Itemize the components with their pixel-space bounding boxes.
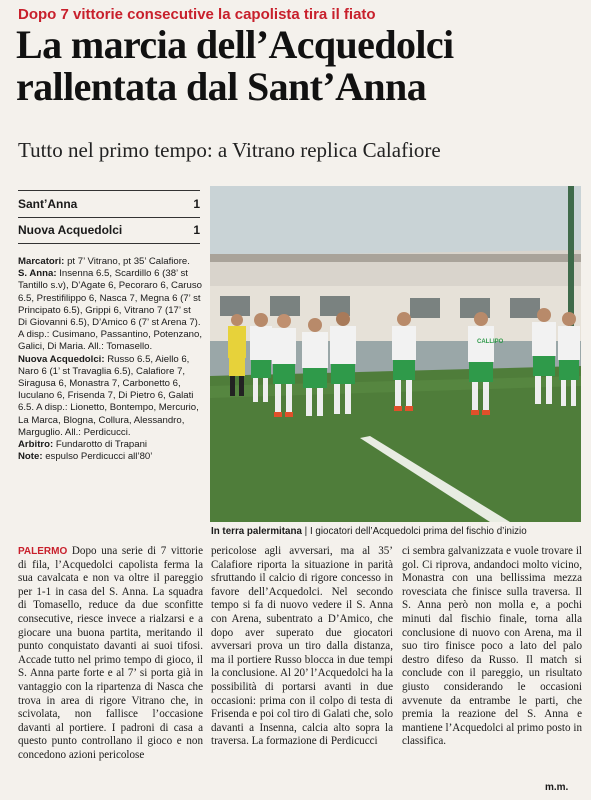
match-stats bbox=[18, 256, 202, 463]
photo-caption-label: In terra palermitana bbox=[211, 526, 302, 537]
subheadline: Tutto nel primo tempo: a Vitrano replica Calafiore bbox=[18, 138, 441, 162]
stats-scorers-text: pt 7’ Vitrano, pt 35’ Calafiore. bbox=[67, 256, 190, 267]
stats-scorers bbox=[18, 256, 202, 268]
photo-caption bbox=[211, 526, 583, 537]
team-photo-illustration bbox=[210, 186, 581, 522]
stats-notes-text: espulso Perdicucci all’80’ bbox=[45, 451, 153, 463]
article-dateline: PALERMO bbox=[18, 546, 68, 557]
author-signature: m.m. bbox=[545, 782, 569, 793]
stats-referee-label: Arbitro: bbox=[18, 439, 54, 451]
team-photo bbox=[210, 186, 581, 522]
kicker: Dopo 7 vittorie consecutive la capolista tira il fiato bbox=[18, 6, 376, 23]
article-column-1 bbox=[18, 545, 203, 780]
stats-notes bbox=[18, 451, 202, 463]
stats-home-text: Insenna 6.5, Scardillo 6 (38’ st Tantillo s.v), D’Agate 6, Pecoraro 6, Caruso 6.5, Prestifilippo 6, Nasca 7, Megna 6 (7’ st Principato 6.5), Grippi 6, Vitrano 7 (17’ st Di Giovanni 6.5), D’Amico 6 (7’ st Arena 7). A disp.: Cusimano, Passantino, Potenzano, Galici, Di Maria. All.: Tomasello. bbox=[18, 268, 202, 353]
article-column-3: ci sembra galvanizzata e vuole trovare il gol. Ci riprova, andandoci molto vicino, Monastra con una bellissima mezza rovesciata che finisce sulla traversa. Il S. Anna però non molla e, a pochi minuti dal fischio finale, torna alla conclusione di nuovo con Arena, ma il suo tiro finisce poco a lato del palo destro difeso da Russo. Il match si conclude con il pareggio, un risultato giusto considerando le occasioni avvenute da entrambe le parti, che premia la reazione del S. Anna e mantiene l’Acquedolci al primo posto in classifica. bbox=[402, 545, 582, 748]
score-row-away bbox=[18, 217, 200, 244]
stats-home-label: S. Anna: bbox=[18, 268, 57, 280]
article-column-1-text: Dopo una serie di 7 vittorie di fila, l’Acquedolci capolista ferma la sua cavalcata e non va oltre il pareggio per 1-1 in casa del S. Anna. La squadra di Tomasello, reduce da due sconfitte consecutive, riesce invece a rialzarsi e a giocare una buona partita, meritando il punto conquistato davanti ai suoi tifosi. Accade tutto nel primo tempo di gioco, il S. Anna parte forte e al 7’ si porta già in vantaggio con la ripartenza di Nasca che trova in area di rigore Vitrano che, in scivolata, non fallisce l’occasione davanti al portiere. I padroni di casa a questo punto controllano il gioco e non concedono azioni pericolose bbox=[18, 545, 203, 761]
stats-referee bbox=[18, 439, 202, 451]
stats-away-lineup bbox=[18, 354, 202, 439]
photo-caption-separator: | bbox=[304, 526, 308, 537]
stats-referee-text: Fundarotto di Trapani bbox=[55, 439, 148, 451]
headline-line-2: rallentata dal Sant’Anna bbox=[16, 64, 427, 109]
score-team-away: Nuova Acquedolci bbox=[18, 223, 123, 237]
headline bbox=[16, 24, 586, 108]
photo-caption-text: I giocatori dell’Acquedolci prima del fischio d’inizio bbox=[309, 526, 527, 537]
jersey-sponsor-text: CALLIPO bbox=[477, 339, 504, 345]
stats-away-text: Russo 6.5, Aiello 6, Naro 6 (1’ st Travaglia 6.5), Calafiore 7, Siragusa 6, Monastra 7, Carbonetto 6, Iuculano 6, Frisenda 7, Di Pietro 6, Galati 6.5. A disp.: Lionetto, Bontempo, Mercurio, La Marca, Blogna, Collura, Alessandro, Marguglio. All.: Perdicucci. bbox=[18, 353, 199, 438]
score-goals-home: 1 bbox=[193, 197, 200, 211]
stats-notes-label: Note: bbox=[18, 451, 43, 463]
article-column-2: pericolose agli avversari, ma al 35’ Calafiore riporta la situazione in parità sfruttando il calcio di rigore concesso in favore dell’Acquedolci. Nel secondo tempo si fa di nuovo vedere il S. Anna con Arena, subentrato a D’Amico, che dopo aver superato due giocatori avversari prova un tiro dalla distanza, ma il portiere Russo blocca in due tempi la conclusione. Al 20’ l’Acquedolci ha la possibilità di portarsi avanti in due occasioni: prima con il colpo di testa di Frisenda e poi col tiro di Galati che, solo davanti a Insenna, calcia alto sopra la traversa. La formazione di Perdicucci bbox=[211, 545, 393, 748]
score-goals-away: 1 bbox=[193, 223, 200, 237]
score-team-home: Sant’Anna bbox=[18, 197, 78, 211]
score-row-home bbox=[18, 190, 200, 218]
headline-line-1: La marcia dell’Acquedolci bbox=[16, 22, 454, 67]
stats-scorers-label: Marcatori: bbox=[18, 256, 65, 267]
stats-home-lineup bbox=[18, 268, 202, 353]
stats-away-label: Nuova Acquedolci: bbox=[18, 353, 105, 365]
